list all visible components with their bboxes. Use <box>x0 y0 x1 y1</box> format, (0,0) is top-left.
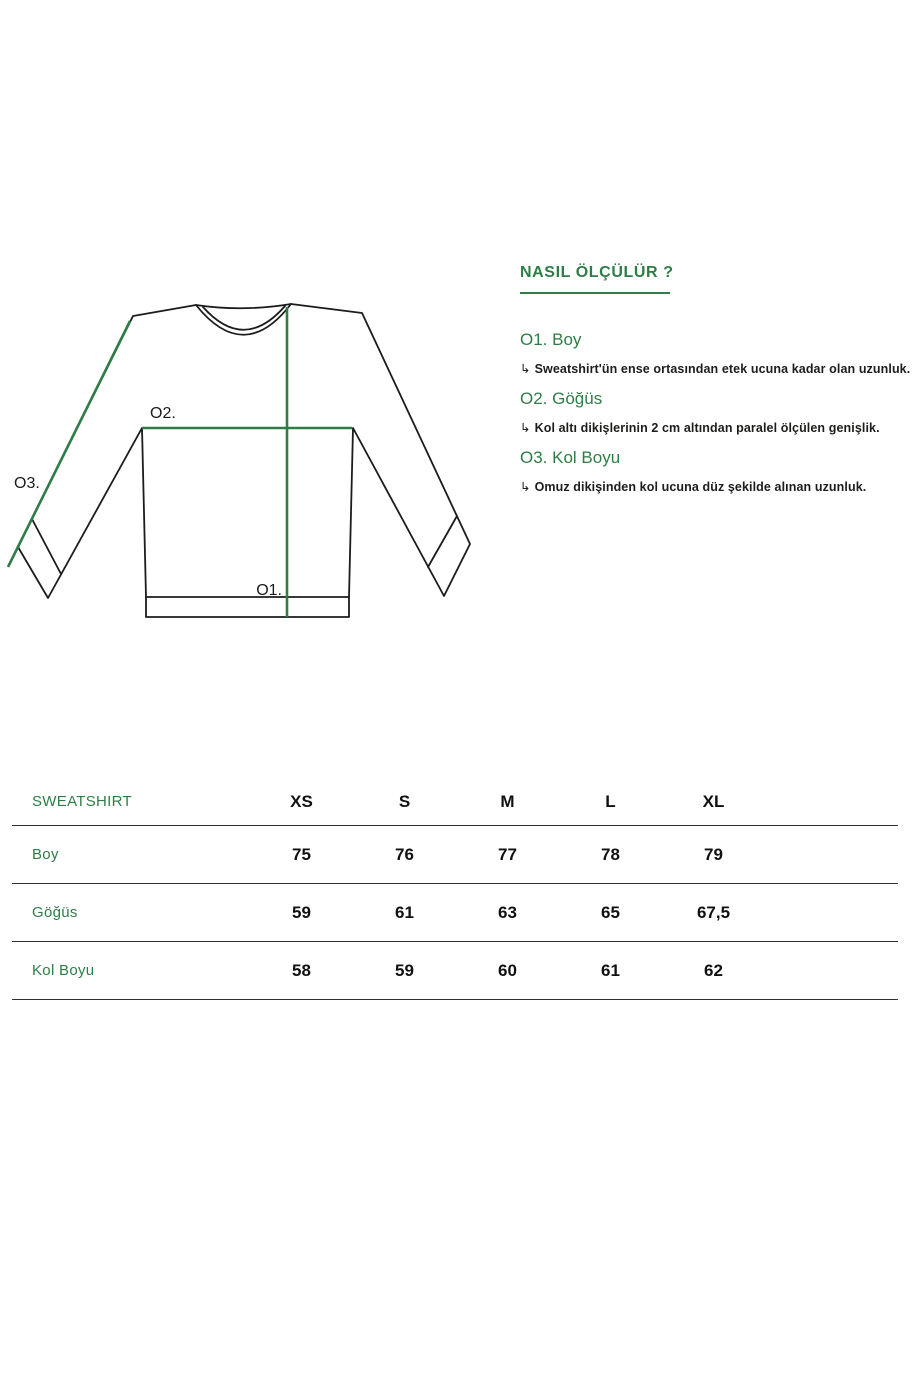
table-row <box>12 884 898 942</box>
size-column-header: XL <box>702 791 725 811</box>
size-value: 62 <box>704 960 723 980</box>
measurement-row-label: Boy <box>32 846 59 863</box>
return-arrow-icon: ↳ <box>520 421 531 435</box>
return-arrow-icon: ↳ <box>520 362 531 376</box>
measure-description-text: Omuz dikişinden kol ucuna düz şekilde alınan uzunluk. <box>534 480 867 494</box>
how-to-measure-title: NASIL ÖLÇÜLÜR ? <box>520 264 674 281</box>
sweatshirt-outline-drawing <box>0 295 500 635</box>
measurement-row-label: Göğüs <box>32 904 78 921</box>
measure-description-text: Kol altı dikişlerinin 2 cm altından paralel ölçülen genişlik. <box>534 421 880 435</box>
measure-label: O1. Boy <box>520 330 582 349</box>
size-column-header: M <box>500 791 515 811</box>
measure-description-text: Sweatshirt'ün ense ortasından etek ucuna kadar olan uzunluk. <box>534 362 911 376</box>
diagram-sleeve-label: O3. <box>14 475 40 492</box>
table-header-row <box>12 778 898 826</box>
measure-description <box>520 361 912 377</box>
measurement-row-label: Kol Boyu <box>32 962 95 979</box>
size-value: 79 <box>704 844 723 864</box>
collar-inner-curve <box>203 306 285 330</box>
size-column-header: S <box>398 791 411 811</box>
size-table <box>12 778 898 1000</box>
title-underline <box>520 292 670 294</box>
measure-description <box>520 420 912 436</box>
size-value: 58 <box>292 960 311 980</box>
measure-label: O3. Kol Boyu <box>520 448 621 467</box>
sweatshirt-outline <box>18 304 470 617</box>
size-value: 60 <box>498 960 517 980</box>
table-row <box>12 826 898 884</box>
right-cuff-seam <box>428 516 457 567</box>
measure-description <box>520 479 912 495</box>
measure-item <box>520 330 912 377</box>
size-value: 59 <box>292 902 311 922</box>
diagram-chest-label: O2. <box>150 405 176 422</box>
size-column-header: XS <box>290 791 313 811</box>
size-value: 63 <box>498 902 517 922</box>
measure-items <box>520 330 912 495</box>
how-to-measure-section <box>520 263 912 495</box>
size-column-header: L <box>605 791 616 811</box>
return-arrow-icon: ↳ <box>520 480 531 494</box>
size-value: 76 <box>395 844 414 864</box>
size-value: 77 <box>498 844 517 864</box>
measure-line-sleeve <box>8 321 130 567</box>
sweatshirt-diagram <box>0 295 500 635</box>
size-value: 59 <box>395 960 414 980</box>
measure-item <box>520 389 912 436</box>
measure-item <box>520 448 912 495</box>
left-cuff-seam <box>32 519 61 574</box>
table-row <box>12 942 898 1000</box>
size-value: 61 <box>601 960 620 980</box>
size-value: 75 <box>292 844 311 864</box>
diagram-length-label: O1. <box>256 582 282 599</box>
size-value: 61 <box>395 902 414 922</box>
size-value: 65 <box>601 902 620 922</box>
size-value: 78 <box>601 844 620 864</box>
product-name: SWEATSHIRT <box>32 793 132 810</box>
size-value: 67,5 <box>696 902 731 922</box>
measure-label: O2. Göğüs <box>520 389 603 408</box>
